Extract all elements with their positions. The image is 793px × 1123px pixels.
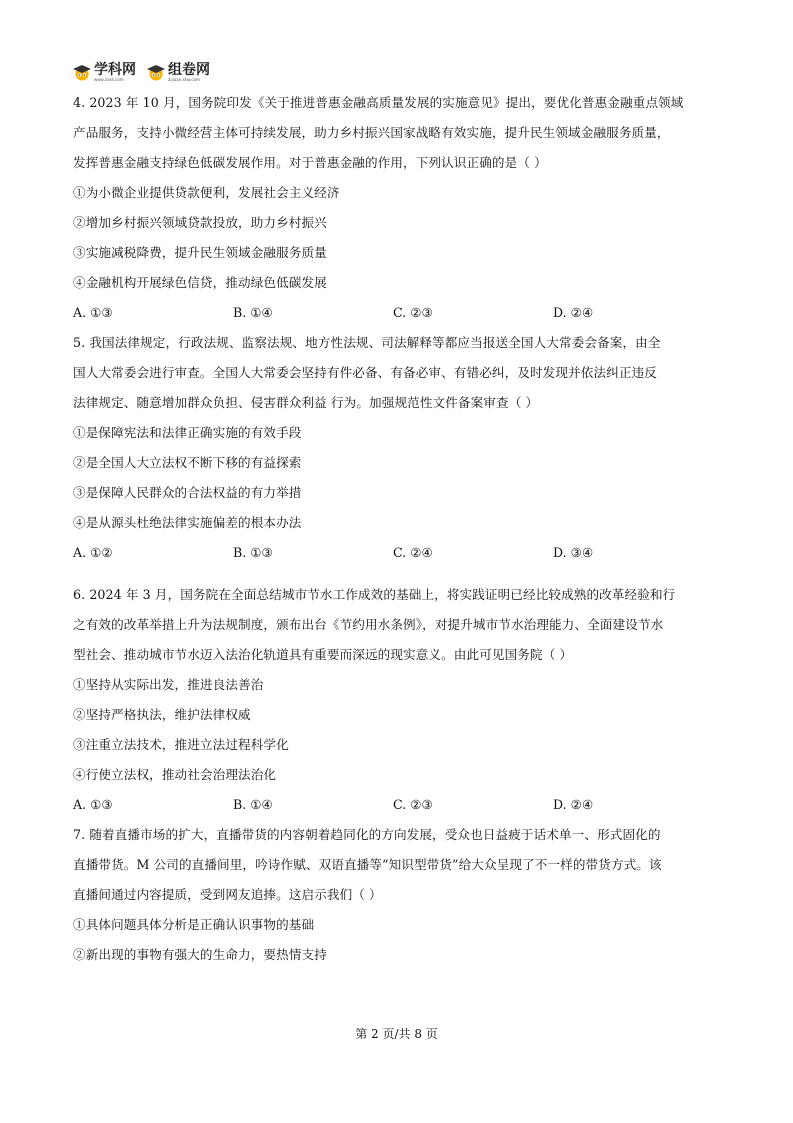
question-stem-line: 产品服务，支持小微经营主体可持续发展，助力乡村振兴国家战略有效实施，提升民生领域金融服务质量，	[73, 125, 670, 140]
statement: ④金融机构开展绿色信贷，推动绿色低碳发展	[73, 275, 327, 290]
question-stem-line: 直播带货。M 公司的直播间里，吟诗作赋、双语直播等“知识型带货”给大众呈现了不一样的带货方式。该	[73, 857, 662, 872]
question-stem-line: 4. 2023 年 10 月，国务院印发《关于推进普惠金融高质量发展的实施意见》提出，要优化普惠金融重点领域	[73, 95, 684, 110]
question-stem-line: 直播间通过内容提质，受到网友追捧。这启示我们（ ）	[73, 887, 382, 902]
option-c: C. ②③	[393, 797, 433, 812]
answer-options	[73, 302, 723, 324]
option-a: A. ①③	[73, 305, 113, 320]
statement: ②坚持严格执法，维护法律权威	[73, 707, 251, 722]
option-c: C. ②④	[393, 545, 433, 560]
logo-url: zujuan.xkw.com	[168, 76, 200, 82]
question-stem-line: 7. 随着直播市场的扩大，直播带货的内容朝着趋同化的方向发展，受众也日益疲于话术单一、形式固化的	[73, 827, 661, 842]
statement: ②是全国人大立法权不断下移的有益探索	[73, 455, 302, 470]
statement: ③注重立法技术，推进立法过程科学化	[73, 737, 289, 752]
graduation-cap-icon	[146, 63, 166, 81]
question-stem-line: 6. 2024 年 3 月，国务院在全面总结城市节水工作成效的基础上，将实践证明已经比较成熟的改革经验和行	[73, 587, 676, 602]
zujuanwang-logo	[146, 63, 210, 82]
statement: ①坚持从实际出发，推进良法善治	[73, 677, 264, 692]
question-stem-line: 型社会、推动城市节水迈入法治化轨道具有重要而深远的现实意义。由此可见国务院（ ）	[73, 647, 573, 662]
header-logos	[72, 61, 220, 83]
option-b: B. ①④	[233, 305, 273, 320]
option-d: D. ③④	[553, 545, 594, 560]
statement: ②新出现的事物有强大的生命力，要热情支持	[73, 947, 327, 962]
question-stem-line: 之有效的改革举措上升为法规制度，颁布出台《节约用水条例》，对提升城市节水治理能力、全面建设节水	[73, 617, 664, 632]
question-5	[73, 332, 723, 584]
option-b: B. ①③	[233, 545, 273, 560]
statement: ①为小微企业提供贷款便利，发展社会主义经济	[73, 185, 340, 200]
question-stem-line: 发挥普惠金融支持绿色低碳发展作用。对于普惠金融的作用，下列认识正确的是（ ）	[73, 155, 547, 170]
option-a: A. ①③	[73, 797, 113, 812]
option-a: A. ①②	[73, 545, 113, 560]
question-stem-line: 法律规定、随意增加群众负担、侵害群众利益 行为。加强规范性文件备案审查（ ）	[73, 395, 539, 410]
statement: ③是保障人民群众的合法权益的有力举措	[73, 485, 302, 500]
statement: ②增加乡村振兴领域贷款投放，助力乡村振兴	[73, 215, 327, 230]
question-7	[73, 824, 723, 966]
statement: ①是保障宪法和法律正确实施的有效手段	[73, 425, 302, 440]
page-content	[73, 92, 723, 966]
logo-name: 学科网	[94, 61, 136, 78]
statement: ④行使立法权，推动社会治理法治化	[73, 767, 277, 782]
logo-name: 组卷网	[168, 61, 210, 78]
answer-options	[73, 794, 723, 816]
option-c: C. ②③	[393, 305, 433, 320]
question-6	[73, 584, 723, 824]
graduation-cap-icon	[72, 63, 92, 81]
question-stem-line: 国人大常委会进行审查。全国人大常委会坚持有件必备、有备必审、有错必纠，及时发现并依法纠正违反	[73, 365, 657, 380]
option-d: D. ②④	[553, 797, 594, 812]
question-stem-line: 5. 我国法律规定，行政法规、监察法规、地方性法规、司法解释等都应当报送全国人大常委会备案，由全	[73, 335, 661, 350]
logo-url: www.zxxk.com	[94, 76, 124, 82]
statement: ①具体问题具体分析是正确认识事物的基础	[73, 917, 315, 932]
option-d: D. ②④	[553, 305, 594, 320]
option-b: B. ①④	[233, 797, 273, 812]
question-4	[73, 92, 723, 332]
answer-options	[73, 542, 723, 564]
page-number: 第 2 页/共 8 页	[355, 1027, 438, 1041]
statement: ③实施减税降费，提升民生领域金融服务质量	[73, 245, 327, 260]
xuekewang-logo	[72, 63, 136, 82]
statement: ④是从源头杜绝法律实施偏差的根本办法	[73, 515, 302, 530]
